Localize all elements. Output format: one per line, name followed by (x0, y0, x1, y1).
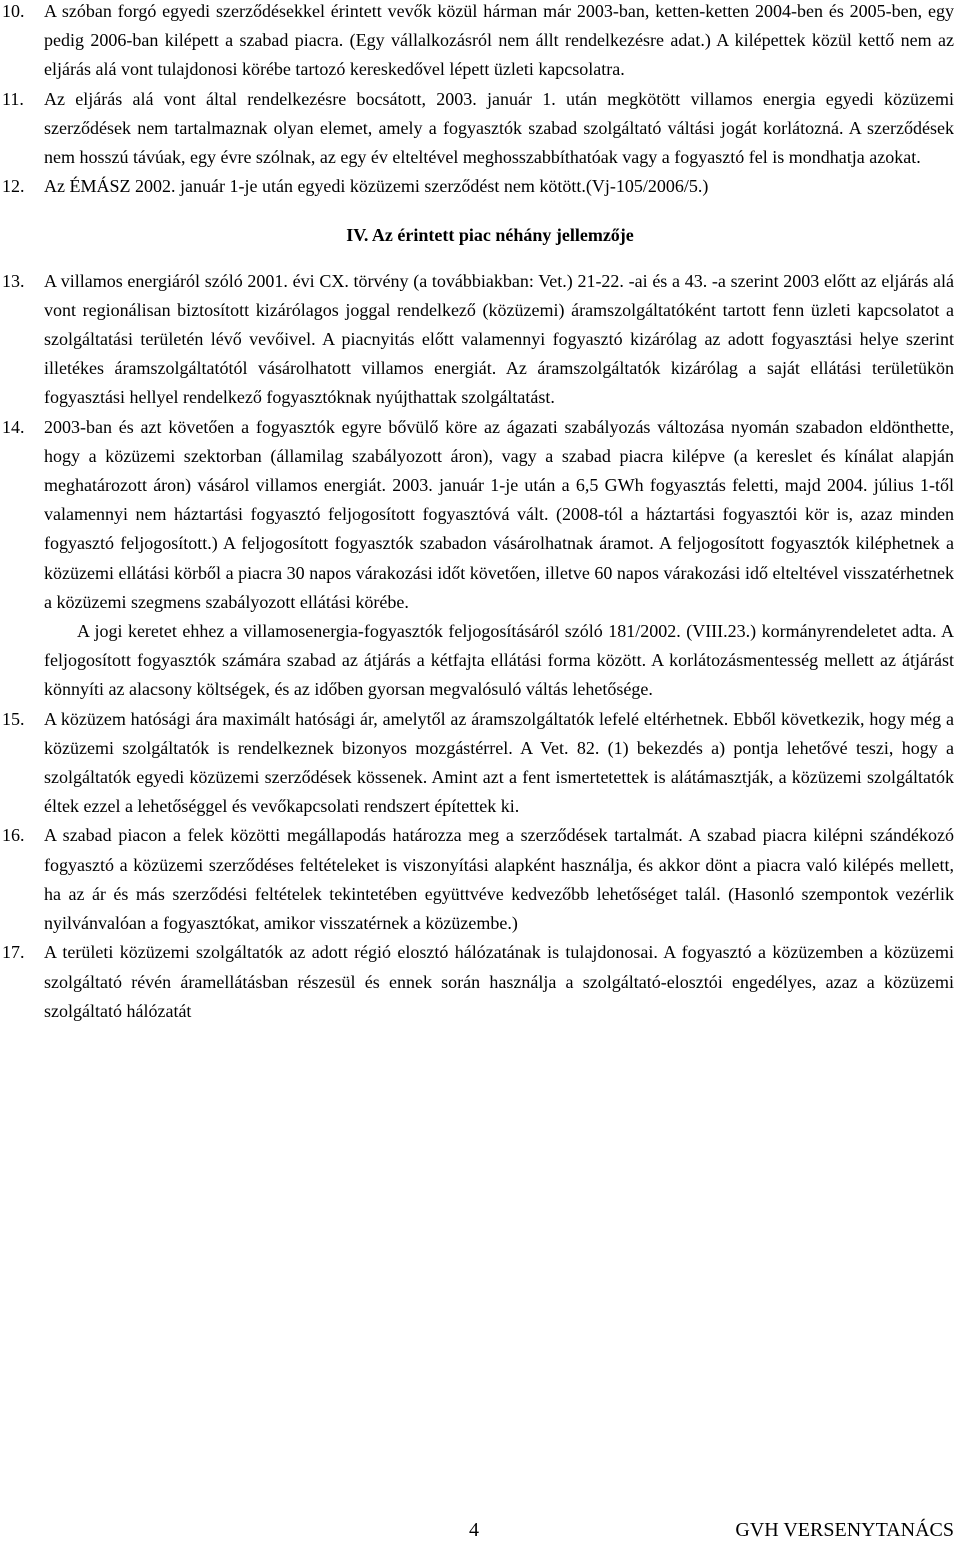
paragraph-number: 12. (2, 176, 25, 197)
paragraph-number: 17. (2, 942, 25, 963)
paragraph-text: Az ÉMÁSZ 2002. január 1-je után egyedi közüzemi szerződést nem kötött.(Vj-105/2006/5.) (44, 176, 709, 197)
footer-organization: GVH VERSENYTANÁCS (735, 1519, 954, 1541)
paragraph-text: A jogi keretet ehhez a villamosenergia-fogyasztók feljogosításáról szóló 181/2002. (VIII.23.) kormányrendeletet adta. A feljogosított fogyasztók számára szabad az átjárás a kétfajta ellátási forma között. A korlátozásmentesség mellett az átjárást könnyíti az alacsony költségek, és az időben gyorsan megvalósuló váltás lehetősége. (44, 621, 954, 700)
page-footer (0, 1516, 960, 1542)
section-heading: IV. Az érintett piac néhány jellemzője (346, 225, 634, 246)
paragraph-number: 10. (2, 1, 25, 21)
paragraph-14-continued (0, 617, 960, 705)
paragraph-12 (0, 172, 960, 201)
paragraph-number: 16. (2, 825, 25, 846)
paragraph-10 (0, 0, 960, 85)
paragraph-text: A szóban forgó egyedi szerződésekkel érintett vevők közül hárman már 2003-ban, ketten-ketten 2004-ben és 2005-ben, egy pedig 2006-ban kilépett a szabad piacra. (Egy vállalkozásról nem állt rendelkezésre adat.) A kilépettek közül kettő nem az eljárás alá vont tulajdonosi körébe tartozó kereskedővel lépett üzleti kapcsolatra. (44, 1, 954, 80)
paragraph-16 (0, 821, 960, 938)
paragraph-text: A területi közüzemi szolgáltatók az adott régió elosztó hálózatának is tulajdonosai. A fogyasztó a közüzemben a közüzemi szolgáltató révén áramellátásban részesül és ennek során használja a szolgáltató-elosztói engedélyes, azaz a közüzemi szolgáltató hálózatát (44, 942, 954, 1021)
page-number: 4 (469, 1519, 479, 1541)
paragraph-number: 15. (2, 708, 25, 729)
paragraph-number: 14. (2, 416, 25, 437)
paragraph-13 (0, 267, 960, 413)
paragraph-17 (0, 938, 960, 1026)
paragraph-text: A szabad piacon a felek közötti megállapodás határozza meg a szerződések tartalmát. A szabad piacra kilépni szándékozó fogyasztó a közüzemi szerződéses feltételeket is viszonyítási alapként használja, és akkor dönt a piacra való kilépés mellett, ha az ár és más szerződési feltételek tekintetében együttvéve kedvezőbb lehetőséget talál. (Hasonló szempontok vezérlik nyilvánvalóan a fogyasztókat, amikor visszatérnek a közüzembe.) (44, 825, 954, 934)
paragraph-number: 11. (2, 88, 24, 109)
paragraph-text: Az eljárás alá vont által rendelkezésre bocsátott, 2003. január 1. után megkötött villamos energia egyedi közüzemi szerződések nem tartalmaznak olyan elemet, amely a fogyasztók szabad szolgáltató váltási jogát korlátozná. A szerződések nem hosszú távúak, egy évre szólnak, az egy év elteltével meghosszabbíthatóak vagy a fogyasztó fel is mondhatja azokat. (44, 88, 954, 168)
paragraph-text: A közüzem hatósági ára maximált hatósági ár, amelytől az áramszolgáltatók lefelé eltérhetnek. Ebből következik, hogy még a közüzemi szolgáltatók is rendelkeznek bizonyos mozgástérrel. A Vet. 82. (1) bekezdés a) pontja lehetővé teszi, hogy a szolgáltatók egyedi közüzemi szerződések kössenek. Amint azt a fent ismertetettek is alátámasztják, a közüzemi szolgáltatók éltek ezzel a lehetőséggel és vevőkapcsolati rendszert építettek ki. (44, 708, 954, 817)
paragraph-text: A villamos energiáról szóló 2001. évi CX. törvény (a továbbiakban: Vet.) 21-22. -ai és a 43. -a szerint 2003 előtt az eljárás alá vont regionálisan biztosított kizárólagos joggal rendelkező (közüzemi) áramszolgáltatóként tartott fenn üzleti kapcsolatot a szolgáltatási területén lévő vevőivel. A piacnyitás előtt valamennyi fogyasztó kizárólag az adott fogyasztási helye szerint illetékes áramszolgáltatótól vásárolhatott villamos energiát. Az áramszolgáltatók kizárólag a saját ellátási területükön fogyasztási hellyel rendelkező fogyasztóknak nyújthattak szolgáltatást. (44, 270, 954, 408)
paragraph-text: 2003-ban és azt követően a fogyasztók egyre bővülő köre az ágazati szabályozás változása nyomán szabadon eldönthette, hogy a közüzemi szektorban (államilag szabályozott áron), vagy a szabad piacra kilépve (a kereslet és kínálat alapján meghatározott áron) vásárol villamos energiát. 2003. január 1-je után a 6,5 GWh fogyasztás feletti, majd 2004. július 1-től valamennyi nem háztartási fogyasztó feljogosított fogyasztóvá vált. (2008-tól a háztartási fogyasztói kör is, azaz minden fogyasztó feljogosított.) A feljogosított fogyasztók szabadon vásárolhatnak áramot. A feljogosított fogyasztók kiléphetnek a közüzemi ellátási körből a piacra 30 napos várakozási időt követően, illetve 60 napos várakozási idő elteltével visszatérhetnek a közüzemi szegmens szabályozott ellátási körébe. (44, 416, 954, 612)
paragraph-15 (0, 705, 960, 822)
paragraph-number: 13. (2, 270, 25, 291)
paragraph-11 (0, 85, 960, 173)
paragraph-14 (0, 413, 960, 617)
